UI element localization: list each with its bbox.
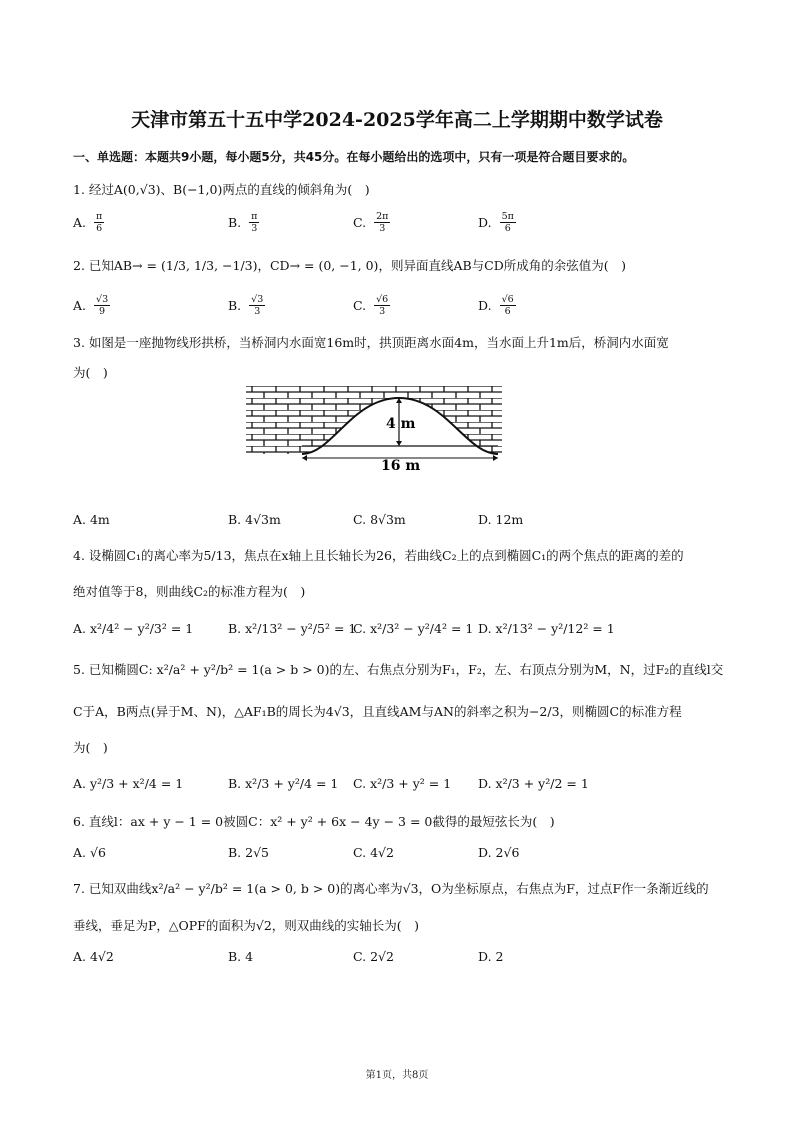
question-5-text-line-1: 5. 已知椭圆C: x²/a² + y²/b² = 1(a > b > 0)的左、右焦点分别为F₁，F₂，左、右顶点分别为M，N，过F₂的直线l交	[73, 662, 724, 677]
section-heading: 一、单选题：本题共9小题，每小题5分，共45分。在每小题给出的选项中，只有一项是符合题目要求的。	[73, 150, 635, 164]
question-3-options	[73, 506, 633, 532]
option-a[interactable]: A. y²/3 + x²/4 = 1	[73, 775, 184, 791]
question-5-options	[73, 770, 633, 796]
option-b[interactable]: B. x²/13² − y²/5² = 1	[228, 620, 357, 636]
option-d[interactable]: D. $\frac{√6}{6}$	[478, 293, 514, 317]
option-d[interactable]: D. 12m	[478, 511, 524, 527]
option-c[interactable]: C. $\frac{2\pi}{3}$	[353, 210, 389, 234]
option-a[interactable]: A. 4m	[73, 511, 110, 527]
option-b[interactable]: B. x²/3 + y²/4 = 1	[228, 775, 339, 791]
page-footer: 第1页，共8页	[365, 1070, 429, 1081]
option-d[interactable]: D. 2√6	[478, 844, 520, 860]
option-c[interactable]: C. 2√2	[353, 948, 394, 964]
option-a[interactable]: A. 4√2	[73, 948, 114, 964]
option-a[interactable]: A. x²/4² − y²/3² = 1	[73, 620, 194, 636]
page-title: 天津市第五十五中学2024-2025学年高二上学期期中数学试卷	[131, 109, 663, 131]
question-3-text-line-1: 3. 如图是一座抛物线形拱桥，当桥洞内水面宽16m时，拱顶距离水面4m，当水面上升1m后，桥洞内水面宽	[73, 335, 669, 350]
width-label: 16 m	[381, 458, 421, 474]
option-d[interactable]: D. 2	[478, 948, 504, 964]
option-b[interactable]: B. 2√5	[228, 844, 270, 860]
question-4-text-line-2: 绝对值等于8，则曲线C₂的标准方程为( )	[73, 584, 306, 599]
question-6-text: 6. 直线l：ax + y − 1 = 0被圆C：x² + y² + 6x − 4y − 3 = 0截得的最短弦长为( )	[73, 814, 555, 829]
question-6-options	[73, 839, 633, 865]
option-a[interactable]: A. $\frac{√3}{9}$	[73, 293, 109, 317]
question-5-text-line-3: 为( )	[73, 740, 108, 755]
question-7-text-line-2: 垂线，垂足为P，△OPF的面积为√2，则双曲线的实轴长为( )	[73, 918, 420, 933]
question-2-text: 2. 已知AB→ = (1/3, 1/3, −1/3)，CD→ = (0, −1, 0)，则异面直线AB与CD所成角的余弦值为( )	[73, 258, 626, 273]
option-c[interactable]: C. x²/3² − y²/4² = 1	[353, 620, 474, 636]
question-3-text-line-2: 为( )	[73, 365, 108, 380]
brick-wall	[246, 386, 502, 454]
question-1-options	[73, 209, 633, 235]
option-c[interactable]: C. 4√2	[353, 844, 394, 860]
option-a[interactable]: A. $\frac{\pi}{6}$	[73, 210, 103, 234]
question-2-options	[73, 292, 633, 318]
option-c[interactable]: C. $\frac{√6}{3}$	[353, 293, 389, 317]
question-5-text-line-2: C于A，B两点(异于M、N)，△AF₁B的周长为4√3，且直线AM与AN的斜率之积为−2/3，则椭圆C的标准方程	[73, 704, 682, 719]
option-c[interactable]: C. 8√3m	[353, 511, 406, 527]
question-4-options	[73, 615, 633, 641]
option-c[interactable]: C. x²/3 + y² = 1	[353, 775, 452, 791]
question-7-text-line-1: 7. 已知双曲线x²/a² − y²/b² = 1(a > 0, b > 0)的离心率为√3，O为坐标原点，右焦点为F，过点F作一条渐近线的	[73, 881, 709, 896]
option-b[interactable]: B. $\frac{\pi}{3}$	[228, 210, 258, 234]
option-a[interactable]: A. √6	[73, 844, 106, 860]
height-label: 4 m	[386, 416, 416, 432]
question-7-options	[73, 943, 633, 969]
option-b[interactable]: B. 4	[228, 948, 254, 964]
option-b[interactable]: B. 4√3m	[228, 511, 281, 527]
option-d[interactable]: D. x²/3 + y²/2 = 1	[478, 775, 589, 791]
option-b[interactable]: B. $\frac{√3}{3}$	[228, 293, 264, 317]
option-d[interactable]: D. x²/13² − y²/12² = 1	[478, 620, 615, 636]
question-4-text-line-1: 4. 设椭圆C₁的离心率为5/13，焦点在x轴上且长轴长为26，若曲线C₂上的点到椭圆C₁的两个焦点的距离的差的	[73, 548, 684, 563]
arch-bridge-figure	[246, 386, 502, 490]
option-d[interactable]: D. $\frac{5\pi}{6}$	[478, 210, 514, 234]
question-1-text: 1. 经过A(0,√3)、B(−1,0)两点的直线的倾斜角为( )	[73, 182, 370, 197]
